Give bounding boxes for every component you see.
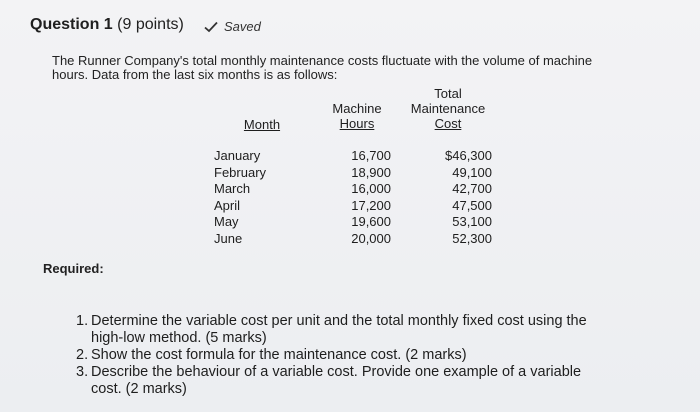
table-row-month: March: [214, 181, 251, 197]
header-total-maintenance-cost: Total Maintenance Cost: [410, 86, 486, 131]
saved-label: Saved: [224, 19, 261, 34]
table-row-month: April: [214, 197, 241, 213]
required-tasks-list: [76, 313, 676, 398]
question-number: Question 1: [30, 16, 113, 33]
list-item: 1. Determine the variable cost per unit and the total monthly fixed cost using the high-low method. (5 marks): [76, 313, 587, 346]
table-row-hours: 16,700: [351, 148, 391, 163]
table-row-cost: 49,100: [452, 164, 492, 180]
table-row-hours: 19,600: [351, 214, 391, 230]
table-row-hours: 17,200: [351, 197, 391, 213]
table-row-month: February: [214, 164, 267, 180]
check-icon: [204, 21, 218, 33]
table-row-month: January: [214, 148, 261, 163]
month-column: [214, 148, 266, 248]
list-item: 2. Show the cost formula for the maintenance cost. (2 marks): [76, 347, 467, 363]
question-points: (9 points): [117, 16, 184, 33]
prompt-line-2: hours. Data from the last six months is as follows:: [52, 67, 338, 82]
saved-status: [204, 19, 261, 34]
table-row-cost: 53,100: [452, 214, 492, 230]
required-label: Required:: [43, 261, 104, 276]
table-row-cost: 52,300: [452, 230, 492, 246]
hours-column: [336, 148, 391, 248]
cost-column: [428, 148, 492, 248]
table-row-cost: $46,300: [445, 148, 492, 163]
table-row-hours: 18,900: [351, 164, 391, 180]
list-item: 3. Describe the behaviour of a variable cost. Provide one example of a variable cost. (2 marks): [76, 364, 582, 397]
header-month: Month: [243, 117, 281, 132]
table-row-month: May: [214, 214, 239, 230]
table-row-cost: 42,700: [452, 181, 492, 197]
question-prompt: [52, 54, 652, 82]
prompt-line-1: The Runner Company's total monthly maintenance costs fluctuate with the volume of machine: [52, 53, 593, 68]
question-title: [30, 16, 184, 34]
table-row-hours: 20,000: [351, 230, 391, 246]
table-row-month: June: [214, 230, 243, 246]
table-row-cost: 47,500: [452, 197, 492, 213]
table-row-hours: 16,000: [351, 181, 391, 197]
header-machine-hours: Machine Hours: [332, 101, 382, 131]
